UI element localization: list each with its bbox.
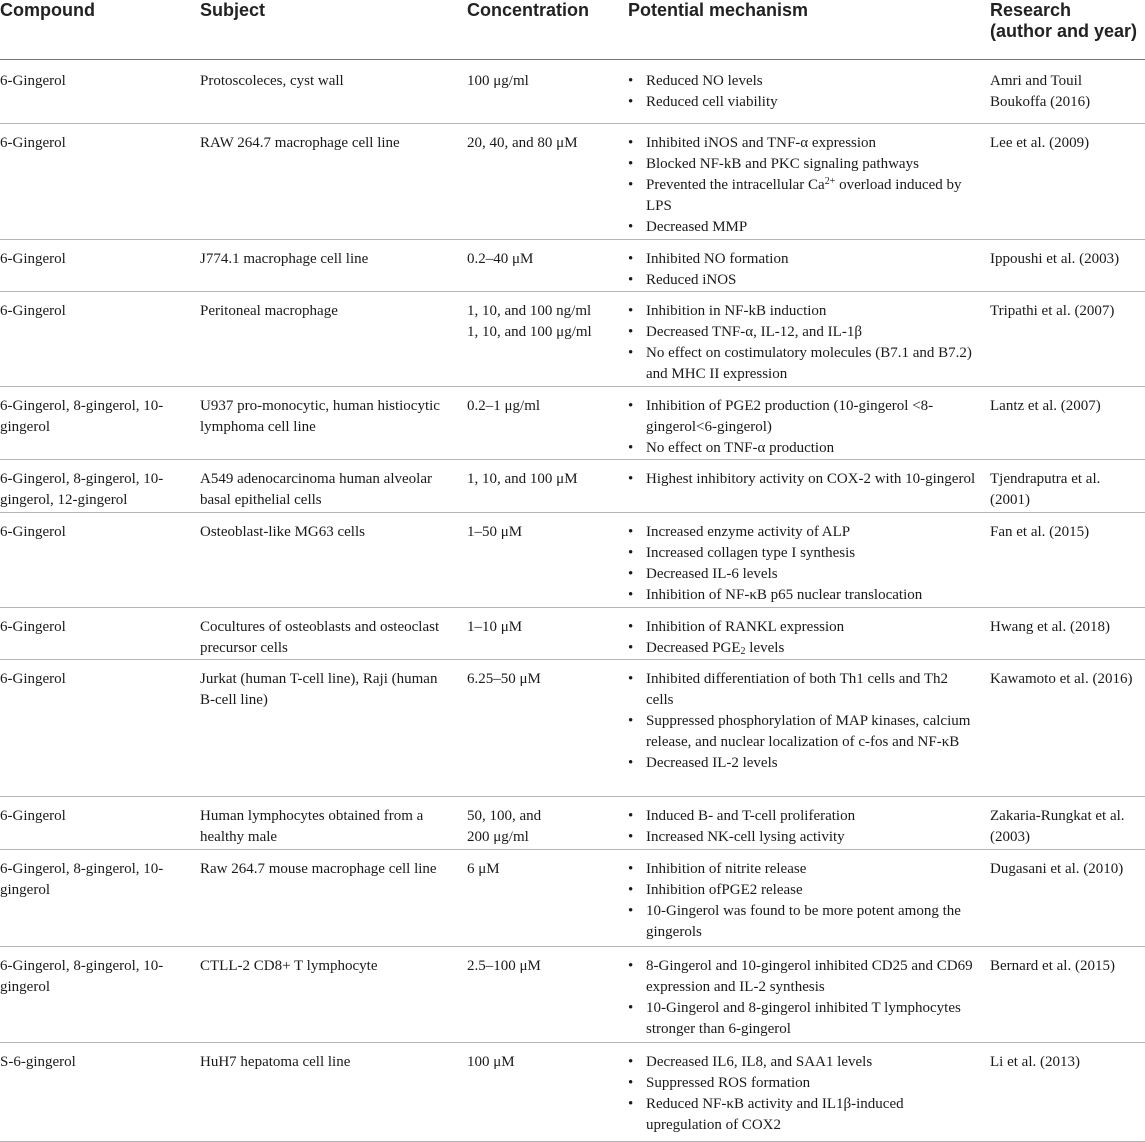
subject-cell: U937 pro-monocytic, human histiocytic lymphoma cell line bbox=[200, 398, 440, 435]
subject-cell: CTLL-2 CD8+ T lymphocyte bbox=[200, 958, 378, 974]
research-cell bbox=[990, 469, 1145, 511]
concentration-cell bbox=[467, 133, 617, 154]
concentration-line: 1–10 μM bbox=[467, 619, 523, 635]
concentration-line: 1, 10, and 100 μg/ml bbox=[467, 324, 592, 340]
research-cell bbox=[990, 71, 1145, 113]
table-row bbox=[0, 947, 1145, 1043]
compound-cell: 6-Gingerol bbox=[0, 619, 66, 635]
concentration-line: 1, 10, and 100 ng/ml bbox=[467, 303, 592, 319]
superscript: 2+ bbox=[824, 176, 836, 187]
research-line: Tjendraputra et al. bbox=[990, 471, 1101, 487]
concentration-cell bbox=[467, 522, 617, 543]
mechanism-item: • Blocked NF-kB and PKC signaling pathways bbox=[628, 154, 978, 175]
research-cell bbox=[990, 617, 1145, 638]
mechanism-list bbox=[628, 469, 978, 490]
header-research-line1: Research bbox=[990, 0, 1072, 20]
research-line: Zakaria-Rungkat et al. bbox=[990, 808, 1125, 824]
research-line: Lantz et al. (2007) bbox=[990, 398, 1101, 414]
mechanism-list bbox=[628, 617, 978, 659]
concentration-cell bbox=[467, 617, 617, 638]
mechanism-item: • 8-Gingerol and 10-gingerol inhibited CD25 and CD69 expression and IL-2 synthesis bbox=[628, 956, 978, 998]
research-cell bbox=[990, 396, 1145, 417]
mechanism-item: • Inhibition of PGE2 production (10-gingerol <8-gingerol<6-gingerol) bbox=[628, 396, 978, 438]
concentration-line: 1–50 μM bbox=[467, 524, 523, 540]
mechanism-item: • Inhibition in NF-kB induction bbox=[628, 301, 978, 322]
concentration-line: 100 μM bbox=[467, 1054, 515, 1070]
concentration-cell bbox=[467, 249, 617, 270]
subject-cell: Jurkat (human T-cell line), Raji (human B-cell line) bbox=[200, 671, 438, 708]
compound-cell: 6-Gingerol, 8-gingerol, 10-gingerol bbox=[0, 958, 164, 995]
table-row bbox=[0, 850, 1145, 947]
compound-cell: 6-Gingerol bbox=[0, 73, 66, 89]
mechanism-cell bbox=[628, 71, 978, 113]
subject-cell: Peritoneal macrophage bbox=[200, 303, 338, 319]
concentration-line: 0.2–40 μM bbox=[467, 251, 534, 267]
mechanism-list bbox=[628, 806, 978, 848]
mechanism-cell bbox=[628, 133, 978, 238]
research-line: Hwang et al. (2018) bbox=[990, 619, 1110, 635]
concentration-cell bbox=[467, 859, 617, 880]
table-row bbox=[0, 660, 1145, 797]
research-line: (2003) bbox=[990, 829, 1030, 845]
header-research bbox=[990, 0, 1137, 42]
research-line: Ippoushi et al. (2003) bbox=[990, 251, 1120, 267]
mechanism-item: • Decreased MMP bbox=[628, 217, 978, 238]
research-cell bbox=[990, 956, 1145, 977]
table-row bbox=[0, 608, 1145, 660]
mechanism-list bbox=[628, 249, 978, 291]
mechanism-item: • Highest inhibitory activity on COX-2 with 10-gingerol bbox=[628, 469, 978, 490]
compound-cell: 6-Gingerol bbox=[0, 808, 66, 824]
subject-cell: Human lymphocytes obtained from a healthy male bbox=[200, 808, 424, 845]
concentration-cell bbox=[467, 301, 617, 343]
research-cell bbox=[990, 1052, 1145, 1073]
concentration-line: 6.25–50 μM bbox=[467, 671, 541, 687]
research-cell bbox=[990, 859, 1145, 880]
subject-cell: Osteoblast-like MG63 cells bbox=[200, 524, 365, 540]
research-cell bbox=[990, 301, 1145, 322]
mechanism-list bbox=[628, 669, 978, 774]
mechanism-item: • Inhibition of RANKL expression bbox=[628, 617, 978, 638]
mechanism-item: • Decreased TNF-α, IL-12, and IL-1β bbox=[628, 322, 978, 343]
mechanism-item: • Decreased $PGE_2$ levels bbox=[628, 638, 978, 659]
research-cell bbox=[990, 522, 1145, 543]
table-row bbox=[0, 240, 1145, 292]
mechanism-item: • 10-Gingerol was found to be more potent among the gingerols bbox=[628, 901, 978, 943]
table-row bbox=[0, 797, 1145, 850]
mechanism-item: • Inhibited NO formation bbox=[628, 249, 978, 270]
table-row bbox=[0, 292, 1145, 387]
mechanism-cell bbox=[628, 956, 978, 1040]
mechanism-item: • Decreased IL-2 levels bbox=[628, 753, 978, 774]
concentration-line: 2.5–100 μM bbox=[467, 958, 541, 974]
mechanism-cell bbox=[628, 1052, 978, 1136]
mechanism-list bbox=[628, 956, 978, 1040]
header-subject: Subject bbox=[200, 0, 266, 20]
table-header bbox=[0, 0, 1145, 60]
compound-cell: 6-Gingerol bbox=[0, 524, 66, 540]
compound-cell: 6-Gingerol, 8-gingerol, 10-gingerol bbox=[0, 861, 164, 898]
research-line: Bernard et al. (2015) bbox=[990, 958, 1115, 974]
concentration-line: 50, 100, and bbox=[467, 808, 542, 824]
concentration-cell bbox=[467, 956, 617, 977]
mechanism-item: • Decreased IL-6 levels bbox=[628, 564, 978, 585]
concentration-line: 1, 10, and 100 μM bbox=[467, 471, 578, 487]
mechanism-item: • Reduced cell viability bbox=[628, 92, 978, 113]
mechanism-cell bbox=[628, 249, 978, 291]
mechanism-item: • Reduced NF-κB activity and IL1β-induced upregulation of COX2 bbox=[628, 1094, 978, 1136]
mechanism-list bbox=[628, 396, 978, 459]
mechanism-item: • Decreased IL6, IL8, and SAA1 levels bbox=[628, 1052, 978, 1073]
mechanism-item: • 10-Gingerol and 8-gingerol inhibited T lymphocytes stronger than 6-gingerol bbox=[628, 998, 978, 1040]
mechanism-list bbox=[628, 522, 978, 606]
mechanism-item: • Increased enzyme activity of ALP bbox=[628, 522, 978, 543]
subject-cell: Cocultures of osteoblasts and osteoclast precursor cells bbox=[200, 619, 440, 656]
research-line: Tripathi et al. (2007) bbox=[990, 303, 1115, 319]
table-row bbox=[0, 124, 1145, 240]
research-cell bbox=[990, 669, 1145, 690]
research-line: Boukoffa (2016) bbox=[990, 94, 1091, 110]
mechanism-cell bbox=[628, 522, 978, 606]
mechanism-item: • No effect on costimulatory molecules (B7.1 and B7.2) and MHC II expression bbox=[628, 343, 978, 385]
compound-cell: 6-Gingerol bbox=[0, 671, 66, 687]
mechanism-cell bbox=[628, 806, 978, 848]
mechanism-cell bbox=[628, 469, 978, 490]
research-cell bbox=[990, 806, 1145, 848]
header-mechanism: Potential mechanism bbox=[628, 0, 809, 20]
concentration-cell bbox=[467, 396, 617, 417]
mechanism-item: • Inhibition of nitrite release bbox=[628, 859, 978, 880]
concentration-line: 6 μM bbox=[467, 861, 500, 877]
header-research-line2: (author and year) bbox=[990, 21, 1138, 41]
table-row bbox=[0, 387, 1145, 460]
mechanism-cell bbox=[628, 396, 978, 459]
research-line: Dugasani et al. (2010) bbox=[990, 861, 1124, 877]
mechanism-item: • Inhibition ofPGE2 release bbox=[628, 880, 978, 901]
table-row bbox=[0, 513, 1145, 608]
research-cell bbox=[990, 249, 1145, 270]
mechanism-item: • Induced B- and T-cell proliferation bbox=[628, 806, 978, 827]
header-concentration: Concentration bbox=[467, 0, 590, 20]
concentration-line: 200 μg/ml bbox=[467, 829, 529, 845]
research-line: Li et al. (2013) bbox=[990, 1054, 1080, 1070]
compound-cell: 6-Gingerol bbox=[0, 251, 66, 267]
mechanism-item: • Prevented the intracellular $Ca^{2+}$ overload induced by LPS bbox=[628, 175, 978, 217]
research-line: Amri and Touil bbox=[990, 73, 1082, 89]
research-line: Fan et al. (2015) bbox=[990, 524, 1090, 540]
research-line: Lee et al. (2009) bbox=[990, 135, 1090, 151]
subject-cell: HuH7 hepatoma cell line bbox=[200, 1054, 351, 1070]
header-compound: Compound bbox=[0, 0, 95, 20]
compound-cell: 6-Gingerol, 8-gingerol, 10-gingerol, 12-gingerol bbox=[0, 471, 164, 508]
mechanism-cell bbox=[628, 669, 978, 774]
mechanism-item: • Suppressed ROS formation bbox=[628, 1073, 978, 1094]
concentration-cell bbox=[467, 469, 617, 490]
mechanism-item: • No effect on TNF-α production bbox=[628, 438, 978, 459]
subject-cell: Protoscoleces, cyst wall bbox=[200, 73, 344, 89]
research-cell bbox=[990, 133, 1145, 154]
mechanism-item: • Increased collagen type I synthesis bbox=[628, 543, 978, 564]
compound-cell: 6-Gingerol, 8-gingerol, 10-gingerol bbox=[0, 398, 164, 435]
mechanism-list bbox=[628, 71, 978, 113]
table-row bbox=[0, 1043, 1145, 1142]
mechanism-item: • Inhibition of NF-κB p65 nuclear translocation bbox=[628, 585, 978, 606]
subject-cell: J774.1 macrophage cell line bbox=[200, 251, 369, 267]
concentration-line: 20, 40, and 80 μM bbox=[467, 135, 578, 151]
compound-cell: 6-Gingerol bbox=[0, 135, 66, 151]
concentration-line: 0.2–1 μg/ml bbox=[467, 398, 541, 414]
mechanism-list bbox=[628, 859, 978, 943]
concentration-cell bbox=[467, 71, 617, 92]
research-line: (2001) bbox=[990, 492, 1030, 508]
concentration-cell bbox=[467, 1052, 617, 1073]
mechanism-list bbox=[628, 301, 978, 385]
mechanism-item: • Reduced NO levels bbox=[628, 71, 978, 92]
subject-cell: Raw 264.7 mouse macrophage cell line bbox=[200, 861, 437, 877]
mechanism-item: • Inhibited differentiation of both Th1 cells and Th2 cells bbox=[628, 669, 978, 711]
mechanism-item: • Increased NK-cell lysing activity bbox=[628, 827, 978, 848]
table-row bbox=[0, 62, 1145, 124]
concentration-line: 100 μg/ml bbox=[467, 73, 529, 89]
mechanism-cell bbox=[628, 617, 978, 659]
subscript: 2 bbox=[740, 646, 746, 657]
table-row bbox=[0, 460, 1145, 513]
mechanism-cell bbox=[628, 301, 978, 385]
concentration-cell bbox=[467, 669, 617, 690]
concentration-cell bbox=[467, 806, 617, 848]
compound-cell: 6-Gingerol bbox=[0, 303, 66, 319]
research-line: Kawamoto et al. (2016) bbox=[990, 671, 1133, 687]
mechanism-list bbox=[628, 1052, 978, 1136]
mechanism-item: • Suppressed phosphorylation of MAP kinases, calcium release, and nuclear localization of c-fos and NF-κB bbox=[628, 711, 978, 753]
compound-cell: S-6-gingerol bbox=[0, 1054, 76, 1070]
mechanism-cell bbox=[628, 859, 978, 943]
subject-cell: RAW 264.7 macrophage cell line bbox=[200, 135, 400, 151]
subject-cell: A549 adenocarcinoma human alveolar basal epithelial cells bbox=[200, 471, 432, 508]
mechanism-list bbox=[628, 133, 978, 238]
mechanism-item: • Reduced iNOS bbox=[628, 270, 978, 291]
mechanism-item: • Inhibited iNOS and TNF-α expression bbox=[628, 133, 978, 154]
